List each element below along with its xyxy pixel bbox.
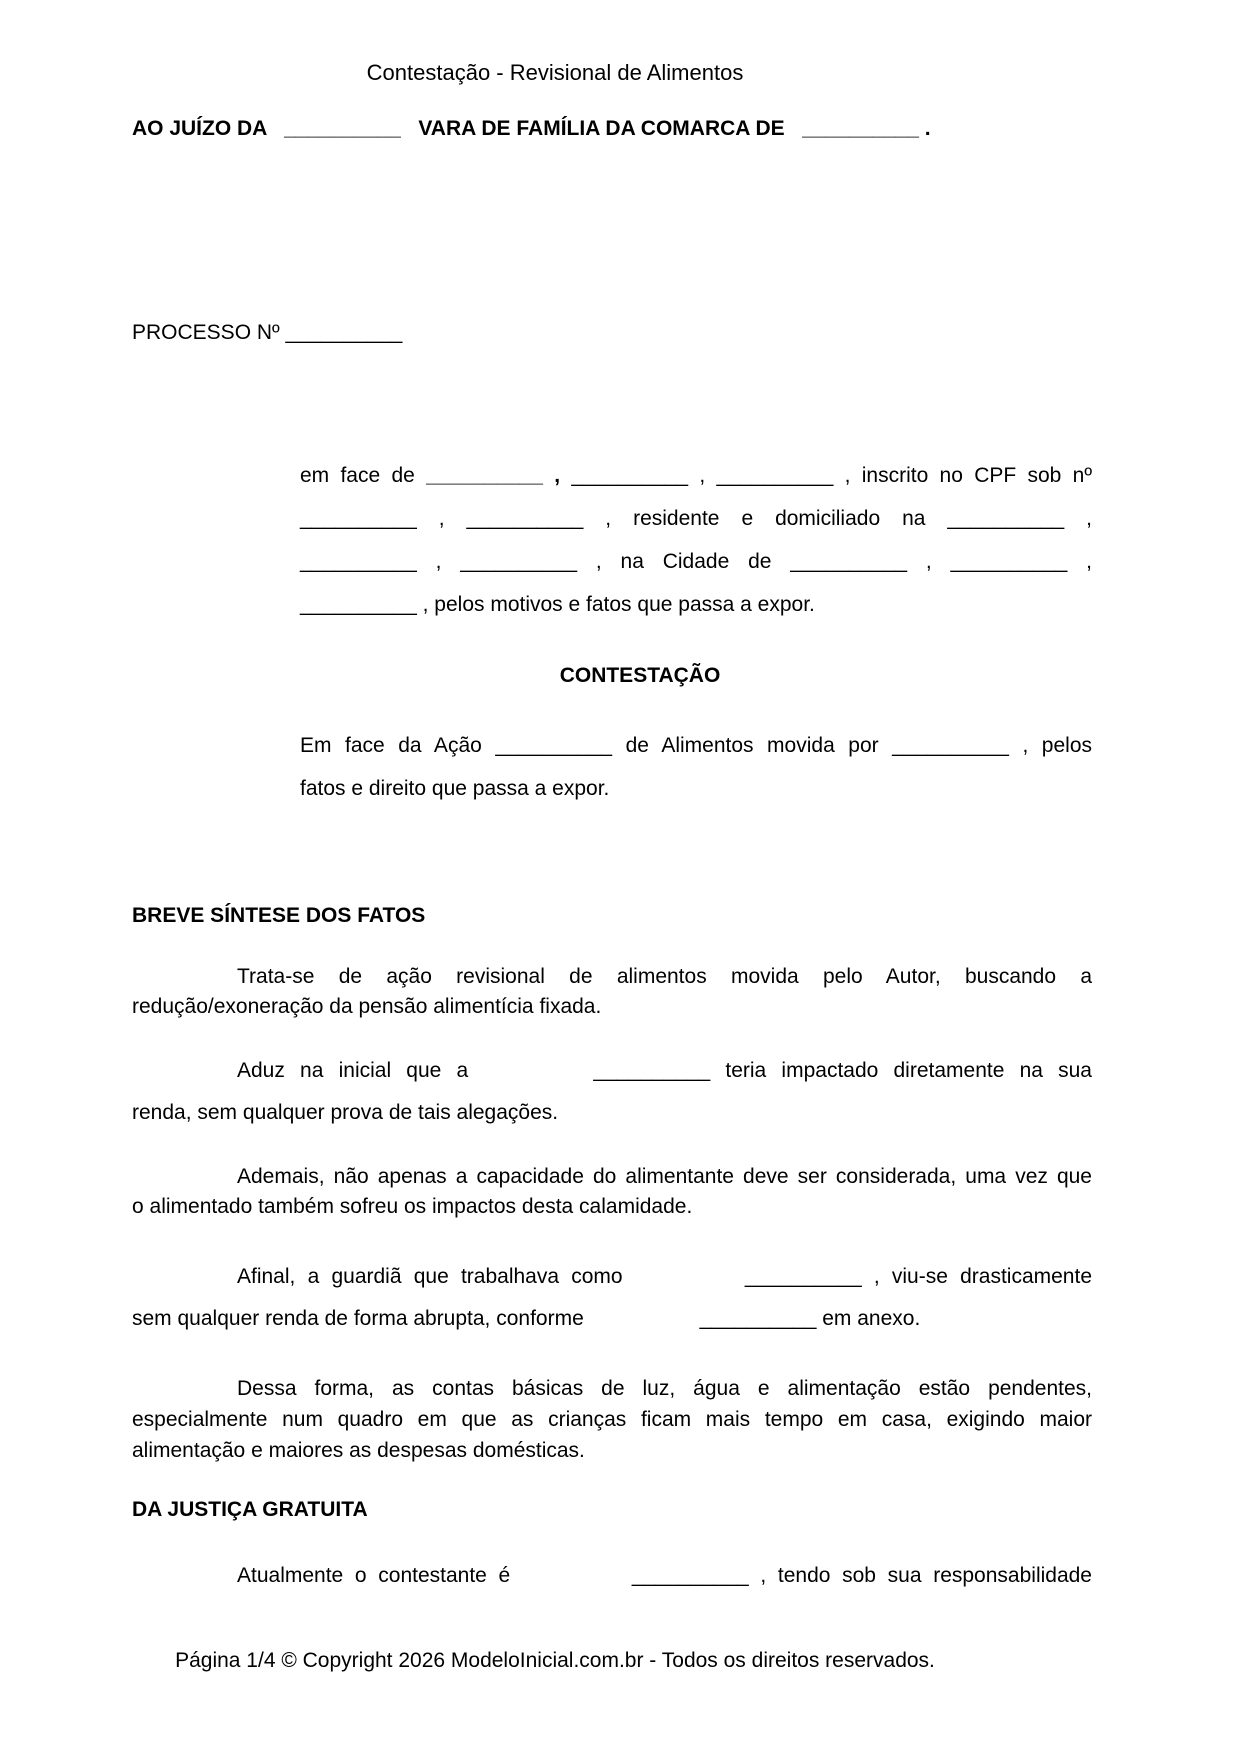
page-footer-footer bbox=[132, 1647, 978, 1675]
text-line bbox=[132, 115, 1092, 143]
text-line bbox=[132, 1435, 1092, 1466]
text-segment: __________ teria impactado diretamente na sua bbox=[593, 1059, 1092, 1082]
text-line bbox=[132, 58, 978, 88]
text-segment: Dessa forma, as contas básicas de luz, água e alimentação estão pendentes, bbox=[237, 1377, 1092, 1400]
party-qualification-qualification bbox=[300, 454, 1092, 626]
text-segment: Trata-se de ação revisional de alimentos movida pelo Autor, buscando a bbox=[237, 965, 1092, 988]
text-segment: __________ , __________ , inscrito no CPF sob nº bbox=[560, 464, 1092, 487]
text-line bbox=[132, 1256, 1092, 1298]
text-segment: BREVE SÍNTESE DOS FATOS bbox=[132, 904, 426, 927]
text-segment: Em face da Ação __________ de Alimentos movida por __________ , pelos bbox=[300, 734, 1092, 757]
paragraph-p3 bbox=[132, 1162, 1092, 1222]
text-line bbox=[132, 1092, 1092, 1134]
paragraph-p4 bbox=[132, 1256, 1092, 1340]
text-line bbox=[132, 1192, 1092, 1222]
text-segment: AO JUÍZO DA __________ VARA DE FAMÍLIA DA COMARCA DE __________ . bbox=[132, 117, 931, 140]
text-line bbox=[300, 662, 980, 690]
text-segment: fatos e direito que passa a expor. bbox=[300, 777, 610, 800]
text-segment: especialmente num quadro em que as crianças ficam mais tempo em casa, exigindo maior bbox=[132, 1408, 1092, 1431]
text-line bbox=[300, 540, 1092, 583]
text-line bbox=[132, 962, 1092, 992]
text-line bbox=[132, 319, 1092, 347]
text-segment: PROCESSO Nº __________ bbox=[132, 321, 403, 344]
text-line bbox=[132, 1496, 1092, 1524]
text-segment: CONTESTAÇÃO bbox=[559, 664, 721, 687]
text-segment: Ademais, não apenas a capacidade do alimentante deve ser considerada, uma vez que bbox=[237, 1165, 1092, 1188]
text-segment: sem qualquer renda de forma abrupta, conforme bbox=[132, 1307, 590, 1330]
text-line bbox=[132, 992, 1092, 1022]
section-heading-breve bbox=[132, 902, 1092, 930]
text-segment: Afinal, a guardiã que trabalhava como bbox=[237, 1265, 635, 1288]
text-segment: renda, sem qualquer prova de tais alegações. bbox=[132, 1101, 559, 1124]
text-line bbox=[300, 497, 1092, 540]
text-line bbox=[300, 454, 1092, 497]
text-segment: __________ em anexo. bbox=[699, 1307, 921, 1330]
section-heading-justica bbox=[132, 1496, 1092, 1524]
text-line bbox=[132, 1555, 1092, 1597]
text-line bbox=[132, 1404, 1092, 1435]
text-segment: __________ , pelos motivos e fatos que passa a expor. bbox=[300, 593, 815, 616]
text-line bbox=[132, 1162, 1092, 1192]
text-segment: Aduz na inicial que a bbox=[237, 1059, 484, 1082]
text-segment: alimentação e maiores as despesas domésticas. bbox=[132, 1439, 585, 1462]
text-line bbox=[132, 1298, 1092, 1340]
text-segment: Contestação - Revisional de Alimentos bbox=[366, 60, 744, 85]
text-segment: __________ , tendo sob sua responsabilidade bbox=[631, 1564, 1092, 1587]
text-segment: __________ , viu-se drasticamente bbox=[744, 1265, 1092, 1288]
paragraph-p5 bbox=[132, 1373, 1092, 1466]
paragraph-p6 bbox=[132, 1555, 1092, 1597]
text-segment: __________ , __________ , residente e domiciliado na __________ , bbox=[300, 507, 1092, 530]
paragraph-p2 bbox=[132, 1050, 1092, 1134]
paragraph-p1 bbox=[132, 962, 1092, 1022]
text-segment: Página 1/4 © Copyright 2026 ModeloInicial.com.br - Todos os direitos reservados. bbox=[175, 1649, 935, 1672]
text-line bbox=[300, 767, 1092, 810]
text-line bbox=[300, 583, 1092, 626]
paragraph-acao bbox=[300, 724, 1092, 810]
text-segment: Atualmente o contestante é bbox=[237, 1564, 522, 1587]
text-segment: DA JUSTIÇA GRATUITA bbox=[132, 1498, 368, 1521]
text-segment: redução/exoneração da pensão alimentícia fixada. bbox=[132, 995, 602, 1018]
text-line bbox=[132, 902, 1092, 930]
text-segment: __________ , __________ , na Cidade de __________ , __________ , bbox=[300, 550, 1092, 573]
section-heading-centered-contestacao bbox=[300, 662, 980, 690]
bold-text-segment: __________ , bbox=[426, 464, 561, 487]
process-number-process bbox=[132, 319, 1092, 347]
document-title-title bbox=[132, 58, 978, 88]
text-line bbox=[132, 1373, 1092, 1404]
text-line bbox=[300, 724, 1092, 767]
text-line bbox=[132, 1647, 978, 1675]
text-line bbox=[132, 1050, 1092, 1092]
text-segment: em face de bbox=[300, 464, 427, 487]
text-segment: o alimentado também sofreu os impactos desta calamidade. bbox=[132, 1195, 693, 1218]
addressee-heading-addressee bbox=[132, 115, 1092, 143]
